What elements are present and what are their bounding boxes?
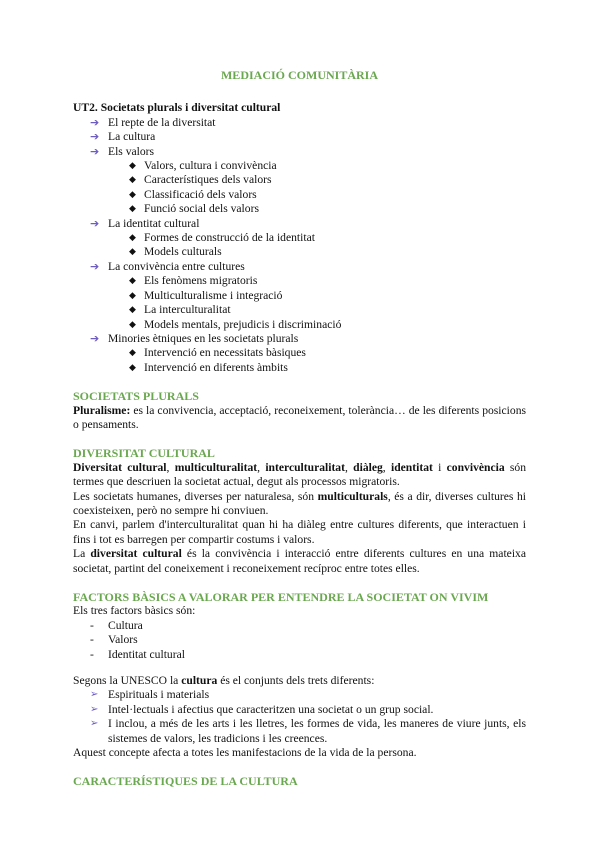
text: Les societats humanes, diverses per naturalesa, són (73, 489, 318, 503)
section-heading-caracteristiques: CARACTERÍSTIQUES DE LA CULTURA (73, 774, 298, 789)
outline-subitem (73, 318, 526, 332)
outline-item-label: La cultura (108, 130, 156, 144)
diamond-icon: ◆ (129, 175, 136, 186)
diamond-icon: ◆ (129, 362, 136, 373)
trait-label: Espirituals i materials (108, 688, 210, 702)
factor-label: Identitat cultural (108, 647, 185, 661)
diamond-icon: ◆ (129, 189, 136, 200)
outline-item-label: El repte de la diversitat (108, 115, 216, 129)
factor-item (73, 633, 526, 647)
factor-label: Valors (108, 633, 138, 647)
arrow-icon: ➔ (90, 115, 100, 129)
document-body (73, 68, 526, 789)
text: , (257, 460, 266, 474)
bold-term: multiculturals (317, 489, 388, 503)
spacer (73, 662, 526, 674)
outline-item-label: La convivència entre cultures (108, 259, 245, 273)
outline-subitem (73, 361, 526, 375)
outline-subitem (73, 303, 526, 317)
bold-term: identitat (390, 460, 433, 474)
diversitat-paragraph-2 (73, 490, 526, 519)
outline-item (73, 260, 526, 274)
diamond-icon: ◆ (129, 233, 136, 244)
outline-sublist-wrapper (73, 231, 526, 260)
bold-term: diversitat cultural (90, 547, 182, 561)
document-title: MEDIACIÓ COMUNITÀRIA (220, 68, 378, 82)
triangle-arrow-icon: ➢ (90, 718, 99, 730)
outline-subitem (73, 245, 526, 259)
text: , (344, 460, 354, 474)
outline-item (73, 217, 526, 231)
outline-item (73, 145, 526, 159)
text: La (73, 547, 91, 561)
outline-item-label: Minories ètniques en les societats plurals (108, 331, 299, 345)
outline-subitem-label: Models culturals (144, 245, 222, 259)
outline-subitem (73, 202, 526, 216)
outline-subitem-label: Valors, cultura i convivència (144, 159, 277, 173)
diamond-icon: ◆ (129, 161, 136, 172)
pluralisme-paragraph (73, 404, 526, 433)
outline-item (73, 332, 526, 346)
diversitat-paragraph-4 (73, 547, 526, 576)
outline-item-label: La identitat cultural (108, 216, 200, 230)
trait-item (73, 703, 526, 717)
arrow-icon: ➔ (90, 331, 100, 345)
diamond-icon: ◆ (129, 247, 136, 258)
bold-term: diàleg (353, 460, 383, 474)
outline-item (73, 130, 526, 144)
section-heading-factors: FACTORS BÀSICS A VALORAR PER ENTENDRE LA SOCIETAT ON VIVIM (73, 590, 489, 604)
outline-subitem-label: Intervenció en necessitats bàsiques (144, 346, 306, 360)
trait-item (73, 688, 526, 702)
factor-item (73, 619, 526, 633)
outline-subitem (73, 346, 526, 360)
outline-item-label: Els valors (108, 144, 155, 158)
factor-item (73, 648, 526, 662)
diversitat-paragraph-3: En canvi, parlem d'interculturalitat quan hi ha diàleg entre cultures diferents, que interactuen i fins i tot es barregen per compartir costums i valors. (73, 518, 526, 546)
pluralisme-text: es la convivencia, acceptació, reconeixement, tolerància… de les diferents posicions o pensaments. (73, 403, 526, 431)
trait-item (73, 717, 526, 746)
diversitat-paragraph-1 (73, 461, 526, 490)
section-heading-diversitat: DIVERSITAT CULTURAL (73, 446, 215, 461)
unesco-paragraph (73, 674, 526, 688)
outline-subitem (73, 274, 526, 288)
text: és la convivència i interacció entre diferents cultures en una mateixa societat, partint del coneixement i reconeixement recíproc entre totes elles. (73, 547, 526, 575)
triangle-arrow-icon: ➢ (90, 703, 99, 715)
factors-intro: Els tres factors bàsics són: (73, 604, 196, 618)
text: , (166, 460, 175, 474)
text: , és a dir, diverses cultures hi coexisteixen, però no sempre hi conviuen. (73, 489, 526, 517)
text: , (382, 460, 391, 474)
outline-list (73, 116, 526, 375)
diamond-icon: ◆ (129, 305, 136, 316)
culture-traits-list (73, 688, 526, 746)
dash-bullet: - (90, 618, 94, 632)
text: és el conjunts dels trets diferents: (217, 674, 375, 688)
outline-subitem-label: Models mentals, prejudicis i discriminació (144, 317, 342, 331)
outline-subitem (73, 188, 526, 202)
factor-label: Cultura (108, 618, 143, 632)
outline-subitem-label: Els fenòmens migratoris (144, 274, 258, 288)
unit-title: UT2. Societats plurals i diversitat cultural (73, 101, 281, 115)
text: són termes que descriuen la societat actual, degut als processos migratoris. (73, 460, 527, 489)
outline-subitem (73, 173, 526, 187)
bold-term: interculturalitat (265, 460, 345, 474)
bold-term: Diversitat cultural (73, 460, 167, 474)
diamond-icon: ◆ (129, 276, 136, 287)
outline-sublist (108, 231, 526, 260)
text: Segons la UNESCO la (73, 674, 182, 688)
diamond-icon: ◆ (129, 204, 136, 215)
closing-paragraph: Aquest concepte afecta a totes les manifestacions de la vida de la persona. (73, 746, 417, 760)
outline-subitem-label: Formes de construcció de la identitat (144, 231, 315, 245)
outline-sublist-wrapper (73, 274, 526, 332)
outline-subitem-label: La interculturalitat (144, 303, 231, 317)
outline-subitem-label: Característiques dels valors (144, 173, 272, 187)
dash-bullet: - (90, 633, 94, 647)
bold-term: multiculturalitat (174, 460, 258, 474)
outline-subitem-label: Multiculturalisme i integració (144, 288, 283, 302)
outline-subitem (73, 231, 526, 245)
pluralisme-term: Pluralisme: (73, 403, 131, 417)
triangle-arrow-icon: ➢ (90, 689, 99, 701)
diamond-icon: ◆ (129, 348, 136, 359)
factors-list (73, 619, 526, 662)
diamond-icon: ◆ (129, 319, 136, 330)
diamond-icon: ◆ (129, 290, 136, 301)
text: i (432, 460, 447, 474)
trait-label: I inclou, a més de les arts i les lletres, les formes de vida, les maneres de viure junts, els sistemes de valors, les tradicions i les creences. (108, 717, 526, 745)
arrow-icon: ➔ (90, 216, 100, 230)
outline-subitem (73, 289, 526, 303)
outline-sublist (108, 159, 526, 217)
outline-subitem-label: Funció social dels valors (144, 202, 259, 216)
arrow-icon: ➔ (90, 144, 100, 158)
outline-item (73, 116, 526, 130)
dash-bullet: - (90, 647, 94, 661)
section-heading-societats: SOCIETATS PLURALS (73, 389, 199, 404)
trait-label: Intel·lectuals i afectius que caracteritzen una societat o un grup social. (108, 702, 434, 716)
outline-sublist (108, 346, 526, 375)
arrow-icon: ➔ (90, 130, 100, 144)
bold-term: cultura (181, 674, 218, 688)
bold-term: convivència (446, 460, 505, 474)
arrow-icon: ➔ (90, 259, 100, 273)
outline-sublist-wrapper (73, 346, 526, 375)
outline-subitem-label: Intervenció en diferents àmbits (144, 360, 288, 374)
outline-subitem-label: Classificació dels valors (144, 187, 257, 201)
outline-sublist-wrapper (73, 159, 526, 217)
outline-sublist (108, 274, 526, 332)
outline-subitem (73, 159, 526, 173)
